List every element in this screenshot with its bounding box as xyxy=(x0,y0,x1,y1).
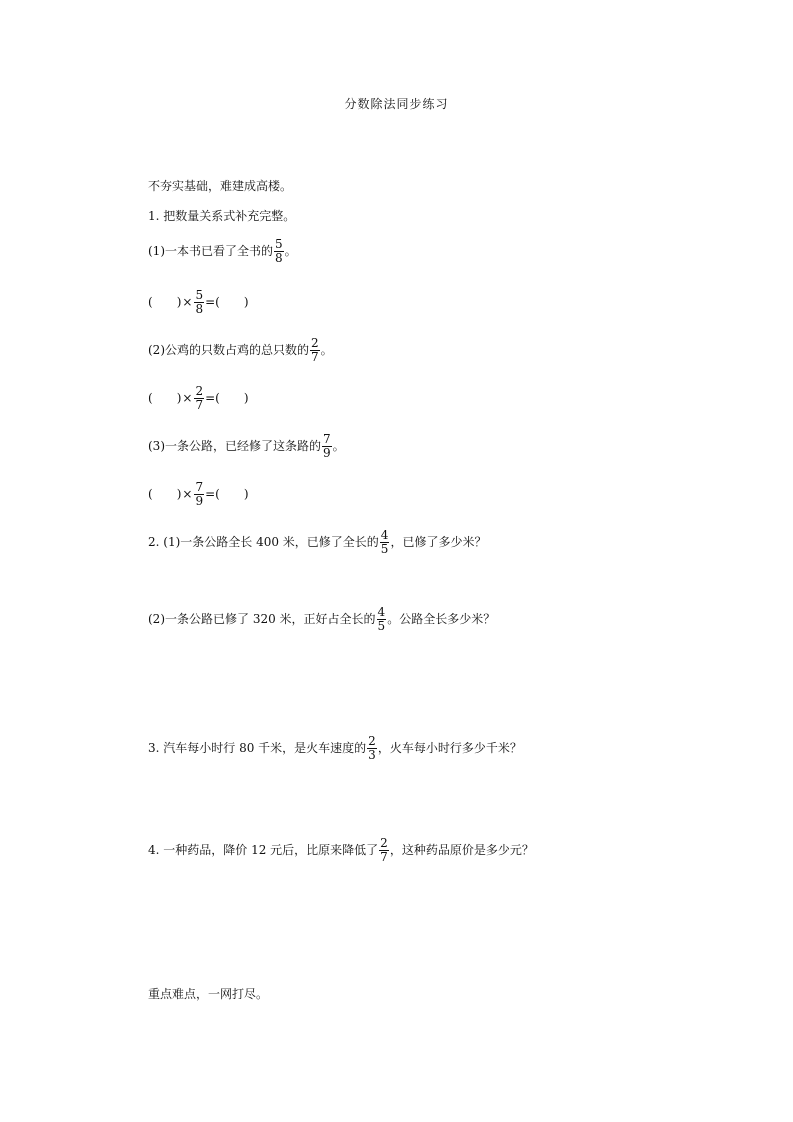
question-text: (2)公鸡的只数占鸡的总只数的 xyxy=(148,343,309,357)
fraction-numerator: 7 xyxy=(195,480,204,494)
question-text: (2)一条公路已修了 320 米，正好占全长的 xyxy=(148,612,376,626)
question-text-end: 。 xyxy=(320,343,333,357)
fraction xyxy=(380,529,390,556)
fraction xyxy=(377,606,387,633)
paren-close: ) xyxy=(243,295,249,309)
question-1-heading: 1. 把数量关系式补充完整。 xyxy=(148,209,296,223)
fraction-denominator: 9 xyxy=(323,446,331,460)
times-sign: × xyxy=(182,487,193,501)
paren-close: ) xyxy=(176,295,182,309)
paren-close: ) xyxy=(243,487,249,501)
question-1-part-3 xyxy=(148,433,345,460)
question-text-end: ，这种药品原价是多少元？ xyxy=(389,843,534,857)
fraction-denominator: 5 xyxy=(377,619,386,633)
question-text-end: 。公路全长多少米？ xyxy=(387,612,496,626)
question-text: 2. (1)一条公路全长 400 米，已修了全长的 xyxy=(148,535,379,549)
page-title: 分数除法同步练习 xyxy=(344,97,449,111)
paren-close: ) xyxy=(176,391,182,405)
question-4 xyxy=(148,837,534,864)
times-sign: × xyxy=(182,295,193,309)
fraction xyxy=(194,385,204,412)
fraction-numerator: 5 xyxy=(275,237,283,251)
question-3 xyxy=(148,735,522,762)
section-heading-basics: 不夯实基础，难建成高楼。 xyxy=(148,179,293,193)
fraction xyxy=(379,837,389,864)
section-heading-key-points: 重点难点，一网打尽。 xyxy=(148,987,269,1001)
times-sign: × xyxy=(182,391,193,405)
equals-paren: =( xyxy=(205,295,220,309)
question-1-part-2 xyxy=(148,337,333,364)
question-1-part-1 xyxy=(148,238,297,265)
question-text-end: ，已修了多少米？ xyxy=(390,535,487,549)
fraction-numerator: 2 xyxy=(311,336,319,350)
equation-1 xyxy=(148,289,249,316)
fraction-numerator: 7 xyxy=(323,432,331,446)
fraction-denominator: 9 xyxy=(195,494,204,508)
fraction-numerator: 4 xyxy=(380,528,389,542)
equation-3 xyxy=(148,481,249,508)
paren-close: ) xyxy=(176,487,182,501)
question-text-end: 。 xyxy=(284,244,297,258)
fraction xyxy=(322,433,332,460)
equals-paren: =( xyxy=(205,391,220,405)
paren-open: ( xyxy=(148,487,153,501)
fraction-numerator: 2 xyxy=(380,836,388,850)
fraction xyxy=(310,337,320,364)
equation-2 xyxy=(148,385,249,412)
fraction-numerator: 2 xyxy=(368,734,376,748)
fraction xyxy=(367,735,377,762)
fraction-denominator: 5 xyxy=(380,542,389,556)
fraction-denominator: 7 xyxy=(380,850,388,864)
paren-open: ( xyxy=(148,391,153,405)
question-text: 4. 一种药品，降价 12 元后，比原来降低了 xyxy=(148,843,379,857)
question-text: 3. 汽车每小时行 80 千米，是火车速度的 xyxy=(148,741,367,755)
question-text-end: ，火车每小时行多少千米？ xyxy=(377,741,522,755)
equals-paren: =( xyxy=(205,487,220,501)
fraction-denominator: 8 xyxy=(195,302,204,316)
question-text: (1)一本书已看了全书的 xyxy=(148,244,273,258)
fraction-numerator: 5 xyxy=(195,288,204,302)
paren-open: ( xyxy=(148,295,153,309)
fraction-denominator: 3 xyxy=(368,748,376,762)
fraction-numerator: 4 xyxy=(377,605,386,619)
paren-close: ) xyxy=(243,391,249,405)
fraction-denominator: 7 xyxy=(195,398,204,412)
fraction xyxy=(274,238,284,265)
question-text: (3)一条公路，已经修了这条路的 xyxy=(148,439,321,453)
question-text-end: 。 xyxy=(332,439,345,453)
question-2-part-2 xyxy=(148,606,495,633)
fraction-denominator: 8 xyxy=(275,251,283,265)
fraction-numerator: 2 xyxy=(195,384,204,398)
fraction xyxy=(194,481,204,508)
fraction xyxy=(194,289,204,316)
question-2-part-1 xyxy=(148,529,486,556)
fraction-denominator: 7 xyxy=(311,350,319,364)
